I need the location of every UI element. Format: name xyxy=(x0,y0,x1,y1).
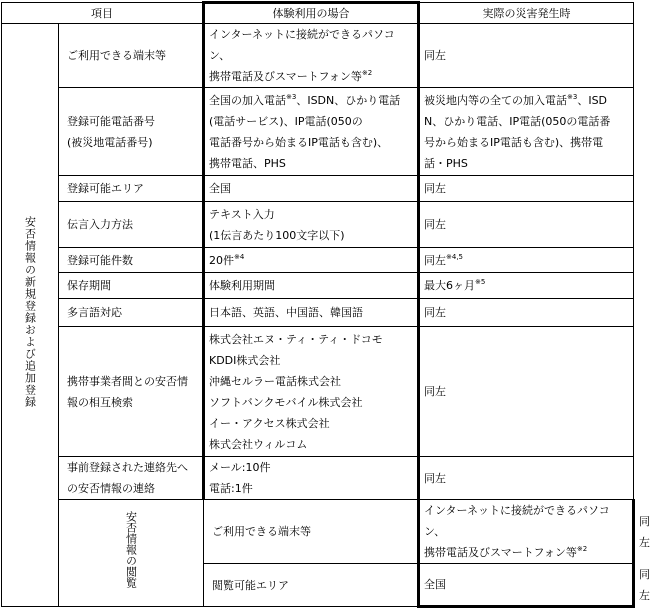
trial-cell: 20件$^{※4}$ xyxy=(204,248,419,273)
table-row xyxy=(2,202,634,248)
table-row xyxy=(2,299,634,327)
table-row: 閲覧可能エリア 全国 同左 xyxy=(2,564,634,607)
service-comparison-table xyxy=(1,1,650,608)
disaster-cell: 同左 xyxy=(419,299,634,327)
header-disaster: 実際の災害発生時 xyxy=(419,3,634,24)
disaster-cell: 同左 xyxy=(419,176,634,202)
trial-cell: 全国 xyxy=(419,564,634,607)
list-item: 株式会社ウィルコム xyxy=(209,437,308,451)
row-label: 保存期間 xyxy=(59,273,204,299)
list-item: イー・アクセス株式会社 xyxy=(209,416,330,430)
disaster-cell: 同左 xyxy=(419,202,634,248)
row-label: 登録可能件数 xyxy=(59,248,204,273)
disaster-cell: 同左 xyxy=(419,24,634,88)
section-view: 安否情報の閲覧 xyxy=(59,500,204,607)
disaster-cell: 同左 xyxy=(419,457,634,500)
disaster-cell: 同左$^{※4,5}$ xyxy=(419,248,634,273)
trial-cell: テキスト入力 (1伝言あたり100文字以下) xyxy=(204,202,419,248)
table-row xyxy=(2,176,634,202)
row-label: ご利用できる端末等 xyxy=(59,24,204,88)
list-item: 株式会社エヌ・ティ・ティ・ドコモ xyxy=(209,332,383,346)
trial-cell: インターネットに接続ができるパソコン、 携帯電話及びスマートフォン等$^{※2}$ xyxy=(419,500,634,564)
section-register: 安否情報の新規登録および追加登録 xyxy=(2,24,59,607)
table-row: 安否情報の閲覧 ご利用できる端末等 インターネットに接続ができるパソコン、 携帯電話及びスマートフォン等$^{※2}$ 同左 xyxy=(2,500,634,564)
list-item: 沖縄セルラー電話株式会社 xyxy=(209,374,341,388)
trial-cell: 全国 xyxy=(204,176,419,202)
trial-cell: メール:10件 電話:1件 xyxy=(204,457,419,500)
disaster-cell: 同左 xyxy=(419,327,634,457)
table-row xyxy=(2,24,634,88)
row-label: 携帯事業者間との安否情 報の相互検索 xyxy=(59,327,204,457)
trial-cell: 日本語、英語、中国語、韓国語 xyxy=(204,299,419,327)
list-item: ソフトバンクモバイル株式会社 xyxy=(209,395,363,409)
trial-cell: 体験利用期間 xyxy=(204,273,419,299)
header-item: 項目 xyxy=(2,3,204,24)
row-label: 事前登録された連絡先へ の安否情報の連絡 xyxy=(59,457,204,500)
row-label: 閲覧可能エリア xyxy=(204,564,419,607)
table-row xyxy=(2,327,634,457)
disaster-cell: 最大6ヶ月$^{※5}$ xyxy=(419,273,634,299)
row-label: 登録可能電話番号 (被災地電話番号) xyxy=(59,88,204,176)
table-row xyxy=(2,273,634,299)
row-label: ご利用できる端末等 xyxy=(204,500,419,564)
table-row xyxy=(2,248,634,273)
table-row xyxy=(2,457,634,500)
header-trial: 体験利用の場合 xyxy=(204,3,419,24)
list-item: KDDI株式会社 xyxy=(209,353,281,367)
row-label: 伝言入力方法 xyxy=(59,202,204,248)
table-row xyxy=(2,88,634,176)
trial-cell xyxy=(204,327,419,457)
disaster-cell: 被災地内等の全ての加入電話$^{※3}$、ISD N、ひかり電話、IP電話(050の電話番 号から始まるIP電話も含む)、携帯電 話・PHS xyxy=(419,88,634,176)
trial-cell: 全国の加入電話$^{※3}$、ISDN、ひかり電話 (電話サービス)、IP電話(050の 電話番号から始まるIP電話も含む)、 携帯電話、PHS xyxy=(204,88,419,176)
trial-cell: インターネットに接続ができるパソコン、 携帯電話及びスマートフォン等$^{※2}$ xyxy=(204,24,419,88)
row-label: 登録可能エリア xyxy=(59,176,204,202)
header-row xyxy=(2,3,634,24)
row-label: 多言語対応 xyxy=(59,299,204,327)
